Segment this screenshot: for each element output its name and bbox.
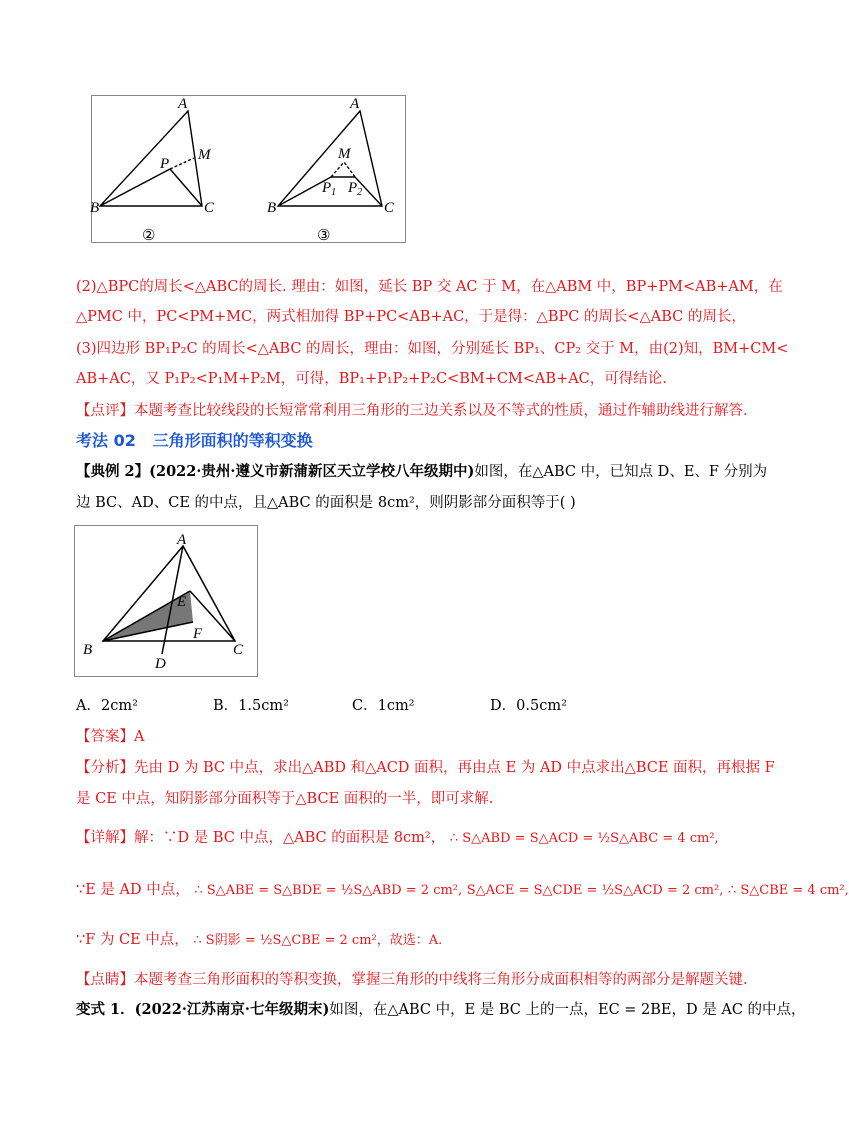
variant-source: (2022·江苏南京·七年级期末) — [134, 1001, 330, 1018]
label-B3: B — [267, 200, 277, 216]
detail-math-2b: S△ACE = S△CDE = ½S△ACD = 2 cm², — [466, 883, 724, 898]
label-A-mid: A — [177, 532, 187, 548]
label-C-mid: C — [233, 642, 244, 658]
option-c: C．1cm² — [352, 698, 415, 714]
solution-line-2: △PMC 中，PC<PM+MC，两式相加得 BP+PC<AB+AC，于是得：△BPC 的周长<△ABC 的周长， — [76, 309, 746, 325]
section-number: 考法 02 — [76, 431, 136, 450]
option-d: D．0.5cm² — [490, 698, 567, 714]
variant-text: 如图，在△ABC 中，E 是 BC 上的一点，EC = 2BE，D 是 AC 的中点， — [329, 1002, 806, 1018]
detail-line-3: ∵F 为 CE 中点， ∴ S阴影 = ½S△CBE = 2 cm²，故选：A. — [76, 932, 443, 948]
label-B-mid: B — [83, 642, 93, 658]
label-E-mid: E — [177, 594, 187, 610]
figure-triangle-shaded — [74, 525, 258, 677]
option-a: A．2cm² — [76, 698, 138, 714]
label-C: C — [204, 200, 215, 216]
label-C3: C — [384, 200, 395, 216]
example-line-1 — [76, 460, 768, 481]
review-note: 【点睛】本题考查三角形面积的等积变换，掌握三角形的中线将三角形分成面积相等的两部分是解题关键. — [76, 972, 748, 988]
caption-3: ③ — [317, 226, 331, 244]
label-A3: A — [350, 96, 360, 112]
detail-math-3: ∴ S阴影 = ½S△CBE = 2 cm²，故选：A. — [193, 933, 443, 948]
label-M3: M — [338, 146, 351, 162]
label-D-mid: D — [155, 656, 166, 672]
variant-line — [76, 998, 806, 1019]
review-line: 【点评】本题考查比较线段的长短常常利用三角形的三边关系以及不等式的性质，通过作辅助线进行解答. — [76, 403, 748, 419]
analysis-line-2: 是 CE 中点，知阴影部分面积等于△BCE 面积的一半，即可求解. — [76, 791, 494, 807]
option-b: B．1.5cm² — [213, 698, 289, 714]
label-M: M — [198, 147, 211, 163]
answer: 【答案】A — [76, 729, 145, 745]
triangle-fig-2 — [100, 111, 202, 206]
label-P: P — [160, 156, 170, 172]
example-line-2: 边 BC、AD、CE 的中点，且△ABC 的面积是 8cm²，则阴影部分面积等于( ) — [76, 495, 576, 511]
analysis-line-1: 【分析】先由 D 为 BC 中点，求出△ABD 和△ACD 面积，再由点 E 为 AD 中点求出△BCE 面积，再根据 F — [76, 760, 775, 776]
example-tag: 【典例 2】 — [76, 463, 150, 480]
solution-line-3: (3)四边形 BP₁P₂C 的周长<△ABC 的周长，理由：如图，分别延长 BP₁、CP₂ 交于 M，由(2)知，BM+CM< — [76, 341, 789, 357]
label-A: A — [178, 96, 188, 112]
detail-line-1: 【详解】解：∵D 是 BC 中点，△ABC 的面积是 8cm²， ∴ S△ABD = S△ACD = ½S△ABC = 4 cm², — [76, 830, 719, 846]
caption-2: ② — [142, 226, 156, 244]
figure-svg — [92, 96, 405, 242]
section-heading — [76, 428, 736, 451]
solution-line-4: AB+AC，又 P₁P₂<P₁M+P₂M，可得，BP₁+P₁P₂+P₂C<BM+CM<AB+AC，可得结论. — [76, 371, 667, 387]
solution-line-1: (2)△BPC的周长<△ABC的周长. 理由：如图，延长 BP 交 AC 于 M，在△ABM 中，BP+PM<AB+AM，在 — [76, 279, 783, 295]
variant-tag: 变式 1． — [76, 1001, 135, 1018]
figure-mid-svg — [75, 526, 257, 676]
triangle-abc — [103, 546, 235, 654]
detail-math-2a: ∴ S△ABE = S△BDE = ½S△ABD = 2 cm², — [194, 883, 463, 898]
label-P2: $P_2$ — [348, 180, 363, 198]
label-B: B — [90, 200, 100, 216]
detail-line-2: ∵E 是 AD 中点， ∴ S△ABE = S△BDE = ½S△ABD = 2 cm², S△ACE = S△CDE = ½S△ACD = 2 cm², ∴ S△CBE = 4 cm², — [76, 882, 849, 898]
example-source: (2022·贵州·遵义市新蒲新区天立学校八年级期中) — [149, 463, 475, 480]
detail-math-1: ∴ S△ABD = S△ACD = ½S△ABC = 4 cm², — [449, 831, 719, 846]
detail-math-2c: ∴ S△CBE = 4 cm², — [727, 883, 849, 898]
figure-triangles-2-3 — [91, 95, 406, 243]
label-P1: $P_1$ — [322, 180, 337, 198]
label-F-mid: F — [193, 626, 203, 642]
example-text-1: 如图，在△ABC 中，已知点 D、E、F 分别为 — [474, 464, 768, 480]
section-title: 三角形面积的等积变换 — [152, 431, 313, 450]
